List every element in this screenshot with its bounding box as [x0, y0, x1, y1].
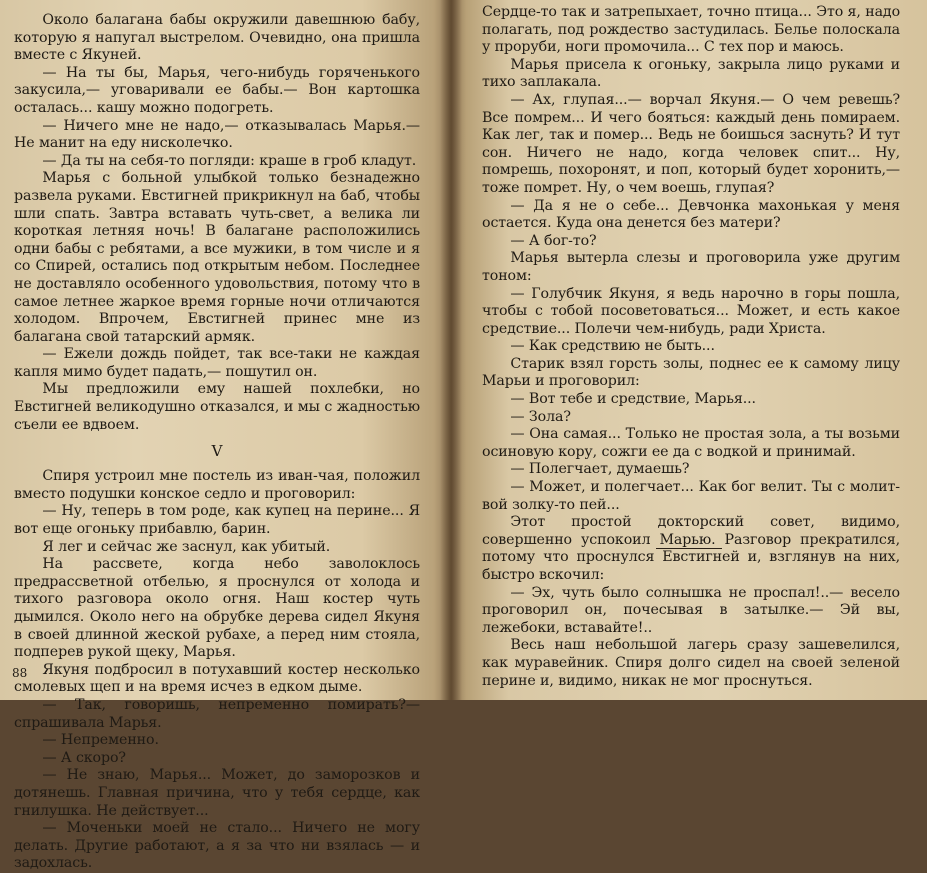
paragraph: — Вот тебе и средствие, Марья... [510, 391, 756, 408]
right-page-text [482, 4, 900, 690]
paragraph: Старик взял горсть золы, поднес ее к самому лицу Марьи и проговорил: [482, 355, 900, 390]
paragraph: Этот простой докторский совет, видимо, совершенно успокоил Марью. Разговор прекратился, потому что проснулся Евстигней и, взглянув на них, быстро вскочил: [482, 514, 900, 583]
paragraph: — Непременно. [42, 732, 159, 749]
chapter-heading: V [211, 442, 223, 461]
paragraph: — Да ты на себя-то погляди: краше в гроб кладут. [42, 152, 417, 169]
book-gutter [440, 0, 462, 700]
paragraph: Марья присела к огоньку, закрыла лицо руками и тихо заплакала. [482, 56, 900, 91]
paragraph: Сердце-то так и затрепыхает, точно птица... Это я, надо полагать, под рождество застудилась. Белье полоскала у проруби, ноги промочила... С тех пор и маюсь. [482, 4, 901, 56]
paragraph: — Ничего мне не надо,— отказывалась Марья.— Не манит на еду нисколечко. [14, 117, 420, 152]
end-rule [656, 548, 722, 549]
left-page [0, 0, 452, 872]
paragraph: Я лег и сейчас же заснул, как убитый. [42, 538, 331, 555]
paragraph: Спиря устроил мне постель из иван-чая, положил вместо подушки конское седло и проговорил: [14, 468, 420, 502]
paragraph: — Да я не о себе... Девчонка махонькая у меня остается. Куда она денется без матери? [482, 197, 900, 232]
paragraph: Около балагана бабы окружили давешнюю бабу, которую я напугал выстрелом. Очевидно, она пришла вместе с Якуней. [14, 12, 420, 64]
paragraph: — Ежели дождь пойдет, так все-таки не каждая капля мимо будет падать,— пошутил он. [14, 346, 420, 380]
paragraph: Якуня подбросил в потухавший костер несколько смолевых щеп и на время исчез в едком дыме. [14, 661, 420, 696]
paragraph: — Голубчик Якуня, я ведь нарочно в горы пошла, чтобы с тобой посоветоваться... Может, и есть какое средствие... Полечи чем-нибудь, ради Христа. [482, 285, 900, 337]
paragraph: — Может, и полегчает... Как бог велит. Ты с молитвой золку-то пей... [482, 479, 900, 513]
paragraph: — Ну, теперь в том роде, как купец на перине... Я вот еще огоньку прибавлю, барин. [14, 503, 420, 538]
paragraph: — Не знаю, Марья... Может, до заморозков и дотянешь. Главная причина, что у тебя сердце, как гнилушка. Не действует... [14, 767, 420, 819]
page-number: 88 [12, 666, 28, 680]
paragraph: — Она самая... Только не простая зола, а ты возьми осиновую кору, сожги ее да с водкой и принимай. [482, 426, 900, 460]
paragraph: Марья вытерла слезы и проговорила уже другим тоном: [482, 250, 900, 284]
paragraph: — А скоро? [42, 749, 126, 766]
paragraph: — Так, говоришь, непременно помирать?— спрашивала Марья. [14, 696, 420, 731]
paragraph: — А бог-то? [510, 232, 597, 249]
paragraph: — Зола? [510, 408, 571, 425]
right-page [452, 0, 927, 700]
paragraph: — Полегчает, думаешь? [510, 461, 690, 478]
left-page-text [14, 12, 420, 873]
paragraph: — Эх, чуть было солнышка не проспал!..— весело проговорил он, почесывая в затылке.— Эй вы, лежебоки, вставайте!.. [482, 584, 900, 636]
paragraph: — Моченьки моей не стало... Ничего не могу делать. Другие работают, а я за что ни взялась — и задохлась. [14, 820, 420, 872]
paragraph: Весь наш небольшой лагерь сразу зашевелился, как муравейник. Спиря долго сидел на своей зеленой перине и, видимо, никак не мог проснуться. [482, 637, 900, 689]
paragraph: Мы предложили ему нашей похлебки, но Евстигней великодушно отказался, и мы с жадностью съели ее вдвоем. [14, 381, 420, 433]
paragraph: На рассвете, когда небо заволоклось предрассветной отбелью, я проснулся от холода и тихого разговора около огня. Наш костер чуть дымился. Около него на обрубке дерева сидел Якуня в своей длинной жеской рубахе, а перед ним стояла, подперев рукой щеку, Марья. [14, 556, 420, 661]
paragraph: Марья с больной улыбкой только безнадежно развела руками. Евстигней прикрикнул на баб, чтобы шли спать. Завтра вставать чуть-свет, а велика ли короткая летняя ночь! В балагане расположились одни бабы с ребятами, а все мужики, в том числе и я со Спирей, остались под открытым небом. Последнее не доставляло особенного удовольствия, потому что в самое летнее жаркое время горные ночи отличаются холодом. Впрочем, Евстигней принес мне из балагана свой татарский армяк. [14, 170, 420, 345]
paragraph: — На ты бы, Марья, чего-нибудь горяченького закусила,— уговаривали ее бабы.— Вон картошка осталась... кашу можно подогреть. [14, 64, 420, 116]
paragraph: — Как средствию не быть... [510, 338, 715, 355]
paragraph: — Ах, глупая...— ворчал Якуня.— О чем ревешь? Все помрем... И чего бояться: каждый день помираем. Как лег, так и помер... Ведь не боишься заснуть? И тут сон. Ничего не надо, когда человек спит... Ну, помрешь, похоронят, и поп, который будет хоронить,— тоже помрет. Ну, о чем воешь, глупая? [482, 91, 900, 196]
